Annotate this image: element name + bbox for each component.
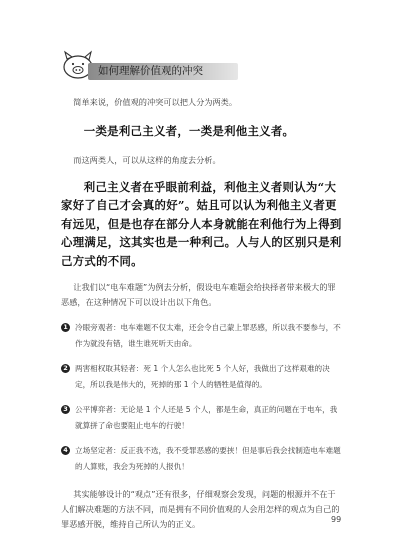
emphasis-paragraph: 利己主义者在乎眼前利益，利他主义者则认为“大家好了自己才会真的好”。姑且可以认为利他主义者更有远见，但是也存在部分人本身就能在利他行为上得到心理满足，这其实也是一种利己。人与人的区别只是利己方式的不同。: [61, 179, 342, 268]
section-title: 如何理解价值观的冲突: [98, 65, 203, 77]
role-text: 立场坚定者：反正我不选，我不受罪恶感的要挟！但是事后我会找制造电车难题的人算账，我会为死掉的人报仇！: [75, 446, 341, 471]
number-badge: 4: [61, 446, 70, 455]
role-text: 两害相权取其轻者：死 1 个人怎么也比死 5 个人好，我做出了这样艰难的决定，所以我是伟大的，死掉的那 1 个人的牺牲是值得的。: [75, 364, 330, 389]
section-header: [58, 50, 358, 84]
role-item: [61, 443, 343, 475]
page-number: 99: [331, 515, 342, 524]
role-item: [61, 320, 343, 352]
number-badge: 2: [61, 364, 70, 373]
paragraph-analysis: 而这两类人，可以从这样的角度去分析。: [73, 154, 221, 165]
role-text: 冷眼旁观者：电车难题不仅太难，还会令自己蒙上罪恶感，所以我不要参与，不作为就没有错，谁生谁死听天由命。: [75, 323, 341, 348]
role-item: [61, 361, 343, 393]
paragraph-example: 让我们以“电车难题”为例去分析，假设电车难题会给抉择者带来极大的罪恶感，在这种情况下可以设计出以下角色。: [61, 282, 336, 307]
paragraph-closing: 其实能够设计的“观点”还有很多，仔细观察会发现，问题的根源并不在于人们解决难题的方法不同，而是拥有不同价值观的人会用怎样的观点为自己的罪恶感开脱，维持自己所认为的正义。: [61, 489, 340, 529]
role-item: [61, 402, 343, 434]
role-text: 公平博弈者：无论是 1 个人还是 5 个人，都是生命，真正的问题在于电车，我就算拼了命也要阻止电车的行驶！: [75, 405, 338, 430]
page-content: [61, 95, 343, 532]
section-title-bar: [88, 63, 238, 80]
paragraph-intro: 简单来说，价值观的冲突可以把人分为两类。: [73, 97, 238, 107]
emphasis-line: 一类是利己主义者，一类是利他主义者。: [83, 124, 295, 138]
number-badge: 1: [61, 323, 70, 332]
number-badge: 3: [61, 405, 70, 414]
